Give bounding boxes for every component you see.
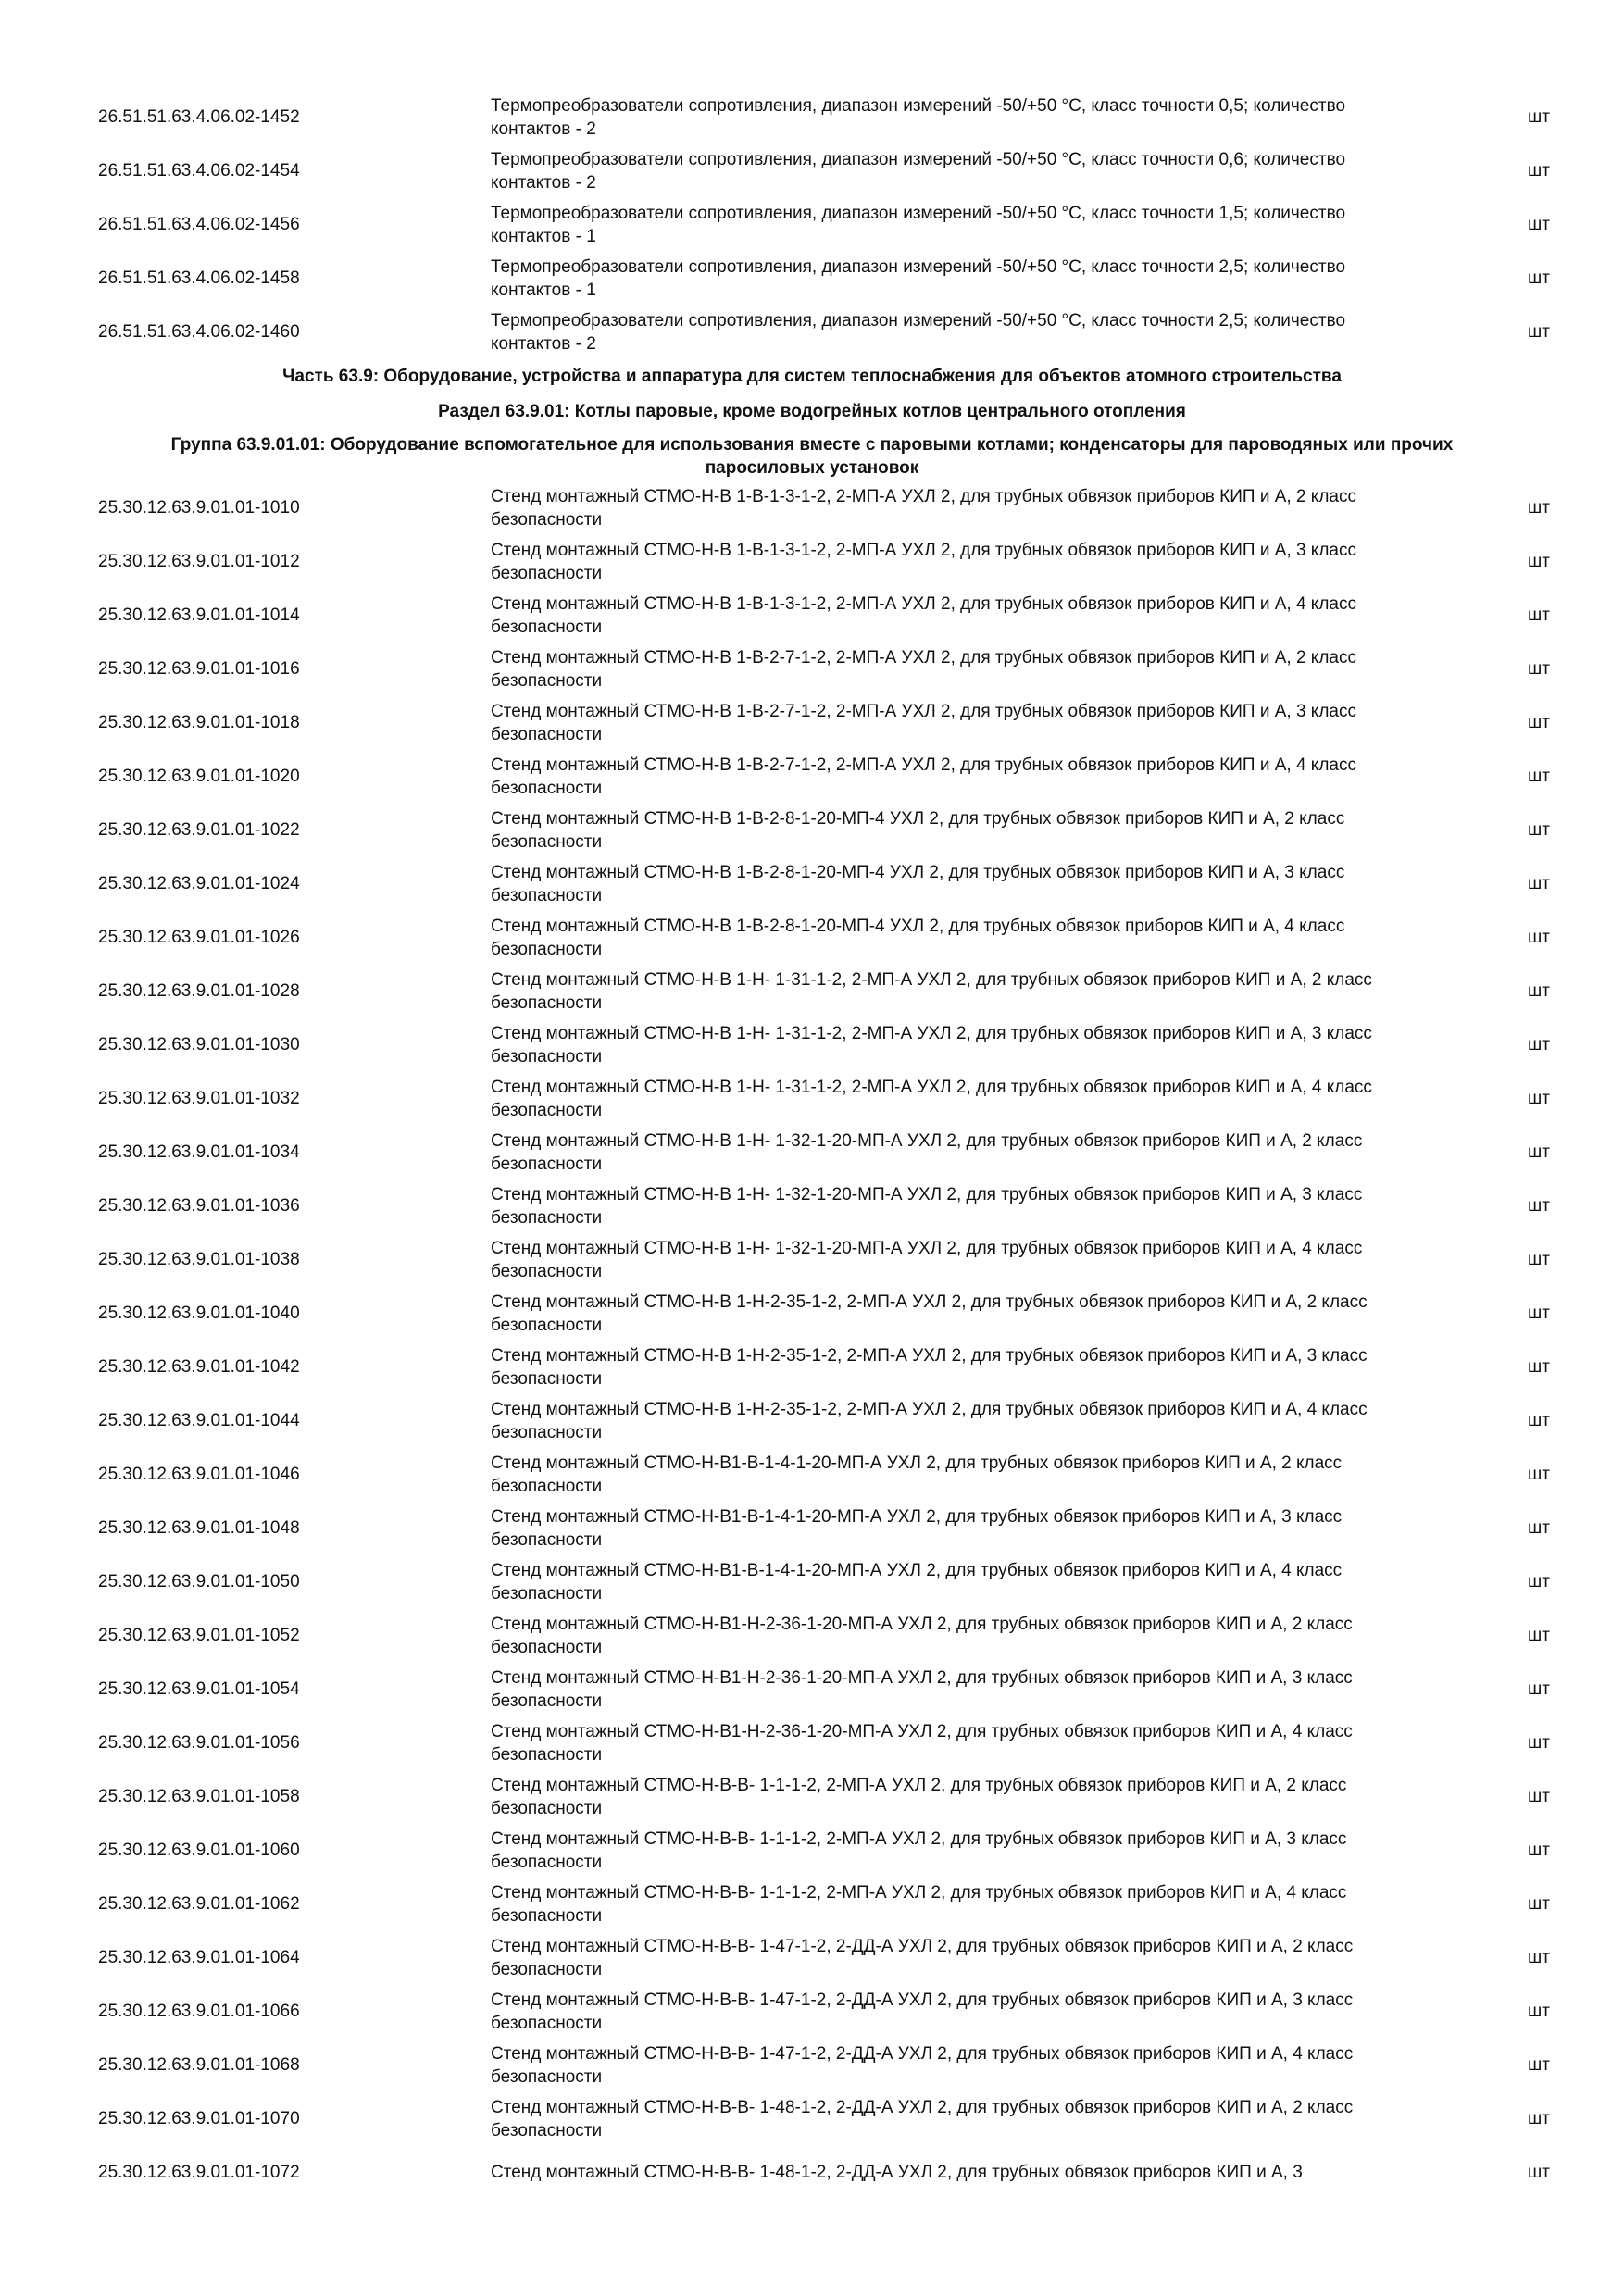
row-description: Термопреобразователи сопротивления, диапазон измерений -50/+50 °С, класс точности 0,5; количество контактов - 2: [491, 96, 1346, 139]
row-code: 25.30.12.63.9.01.01-1018: [98, 713, 300, 732]
row-description: Стенд монтажный СТМО-Н-В-В- 1-47-1-2, 2-ДД-А УХЛ 2, для трубных обвязок приборов КИП и А, 4 класс безопасности: [491, 2044, 1354, 2087]
row-code: 26.51.51.63.4.06.02-1458: [98, 268, 300, 288]
row-description: Стенд монтажный СТМО-Н-В-В- 1-47-1-2, 2-ДД-А УХЛ 2, для трубных обвязок приборов КИП и А, 3 класс безопасности: [491, 1990, 1354, 2033]
table-row: [0, 1502, 1624, 1555]
table-row: [0, 2092, 1624, 2146]
row-description: Стенд монтажный СТМО-Н-В 1-Н-2-35-1-2, 2-МП-А УХЛ 2, для трубных обвязок приборов КИП и А, 4 класс безопасности: [491, 1400, 1368, 1442]
table-row: [0, 91, 1624, 144]
row-code: 25.30.12.63.9.01.01-1042: [98, 1357, 300, 1377]
row-unit: шт: [1528, 605, 1550, 625]
row-unit: шт: [1528, 874, 1550, 893]
row-code: 25.30.12.63.9.01.01-1032: [98, 1089, 300, 1108]
table-row: [0, 2146, 1624, 2200]
row-description: Стенд монтажный СТМО-Н-В 1-Н- 1-31-1-2, 2-МП-А УХЛ 2, для трубных обвязок приборов КИП и А, 4 класс безопасности: [491, 1078, 1372, 1120]
row-code: 25.30.12.63.9.01.01-1024: [98, 874, 300, 893]
row-description: Термопреобразователи сопротивления, диапазон измерений -50/+50 °С, класс точности 1,5; количество контактов - 1: [491, 204, 1346, 246]
table-row: [0, 1716, 1624, 1770]
row-unit: шт: [1528, 1357, 1550, 1377]
group-heading: Группа 63.9.01.01: Оборудование вспомогательное для использования вместе с паровыми котлами; конденсаторы для пароводяных или прочих паросиловых установок: [170, 435, 1454, 478]
row-unit: шт: [1528, 1035, 1550, 1054]
table-row: [0, 1287, 1624, 1341]
table-row: [0, 252, 1624, 306]
row-description: Стенд монтажный СТМО-Н-В 1-Н- 1-32-1-20-МП-А УХЛ 2, для трубных обвязок приборов КИП и А, 3 класс безопасности: [491, 1185, 1363, 1228]
row-unit: шт: [1528, 1089, 1550, 1108]
table-row: [0, 804, 1624, 857]
row-unit: шт: [1528, 767, 1550, 786]
table-row: [0, 965, 1624, 1018]
row-description: Стенд монтажный СТМО-Н-В1-Н-2-36-1-20-МП-А УХЛ 2, для трубных обвязок приборов КИП и А, 2 класс безопасности: [491, 1615, 1353, 1657]
row-code: 25.30.12.63.9.01.01-1052: [98, 1626, 300, 1645]
row-description: Термопреобразователи сопротивления, диапазон измерений -50/+50 °С, класс точности 2,5; количество контактов - 2: [491, 311, 1346, 354]
row-unit: шт: [1528, 1572, 1550, 1591]
row-description: Стенд монтажный СТМО-Н-В 1-В-2-8-1-20-МП-4 УХЛ 2, для трубных обвязок приборов КИП и А, 4 класс безопасности: [491, 917, 1345, 959]
rows-after-block: [0, 481, 1624, 2200]
row-unit: шт: [1528, 1250, 1550, 1269]
row-code: 25.30.12.63.9.01.01-1070: [98, 2109, 300, 2128]
table-row: [0, 1555, 1624, 1609]
table-row: [0, 2039, 1624, 2092]
table-row: [0, 857, 1624, 911]
row-description: Стенд монтажный СТМО-Н-В1-Н-2-36-1-20-МП-А УХЛ 2, для трубных обвязок приборов КИП и А, 3 класс безопасности: [491, 1668, 1353, 1711]
row-unit: шт: [1528, 2055, 1550, 2075]
row-description: Стенд монтажный СТМО-Н-В 1-В-2-7-1-2, 2-МП-А УХЛ 2, для трубных обвязок приборов КИП и А, 3 класс безопасности: [491, 702, 1356, 744]
row-code: 26.51.51.63.4.06.02-1456: [98, 215, 300, 234]
table-row: [0, 696, 1624, 750]
row-code: 25.30.12.63.9.01.01-1012: [98, 552, 300, 571]
table-row: [0, 589, 1624, 643]
row-code: 26.51.51.63.4.06.02-1452: [98, 107, 300, 127]
row-code: 25.30.12.63.9.01.01-1056: [98, 1733, 300, 1753]
row-unit: шт: [1528, 1518, 1550, 1538]
row-description: Стенд монтажный СТМО-Н-В1-Н-2-36-1-20-МП-А УХЛ 2, для трубных обвязок приборов КИП и А, 4 класс безопасности: [491, 1722, 1353, 1765]
row-code: 25.30.12.63.9.01.01-1058: [98, 1787, 300, 1806]
price-table: [0, 91, 1624, 2200]
row-unit: шт: [1528, 2002, 1550, 2021]
row-code: 25.30.12.63.9.01.01-1034: [98, 1142, 300, 1162]
row-code: 25.30.12.63.9.01.01-1060: [98, 1841, 300, 1860]
row-code: 25.30.12.63.9.01.01-1062: [98, 1894, 300, 1914]
row-code: 26.51.51.63.4.06.02-1460: [98, 322, 300, 342]
row-unit: шт: [1528, 928, 1550, 947]
row-description: Стенд монтажный СТМО-Н-В 1-Н- 1-32-1-20-МП-А УХЛ 2, для трубных обвязок приборов КИП и А, 4 класс безопасности: [491, 1239, 1363, 1281]
row-unit: шт: [1528, 713, 1550, 732]
table-row: [0, 1985, 1624, 2039]
row-code: 25.30.12.63.9.01.01-1038: [98, 1250, 300, 1269]
row-unit: шт: [1528, 1304, 1550, 1323]
row-code: 25.30.12.63.9.01.01-1040: [98, 1304, 300, 1323]
row-description: Стенд монтажный СТМО-Н-В 1-В-1-3-1-2, 2-МП-А УХЛ 2, для трубных обвязок приборов КИП и А, 2 класс безопасности: [491, 487, 1356, 530]
section-heading: Раздел 63.9.01: Котлы паровые, кроме водогрейных котлов центрального отопления: [438, 402, 1186, 421]
row-description: Стенд монтажный СТМО-Н-В 1-В-1-3-1-2, 2-МП-А УХЛ 2, для трубных обвязок приборов КИП и А, 3 класс безопасности: [491, 541, 1356, 583]
row-code: 25.30.12.63.9.01.01-1028: [98, 981, 300, 1001]
row-code: 25.30.12.63.9.01.01-1030: [98, 1035, 300, 1054]
row-unit: шт: [1528, 268, 1550, 288]
row-unit: шт: [1528, 1142, 1550, 1162]
row-code: 25.30.12.63.9.01.01-1016: [98, 659, 300, 679]
row-code: 25.30.12.63.9.01.01-1068: [98, 2055, 300, 2075]
row-unit: шт: [1528, 1411, 1550, 1430]
row-unit: шт: [1528, 1465, 1550, 1484]
row-unit: шт: [1528, 1196, 1550, 1216]
row-code: 26.51.51.63.4.06.02-1454: [98, 161, 300, 181]
row-unit: шт: [1528, 498, 1550, 518]
row-code: 25.30.12.63.9.01.01-1014: [98, 605, 300, 625]
row-unit: шт: [1528, 1948, 1550, 1967]
table-row: [0, 1233, 1624, 1287]
row-unit: шт: [1528, 322, 1550, 342]
row-unit: шт: [1528, 1679, 1550, 1699]
row-code: 25.30.12.63.9.01.01-1010: [98, 498, 300, 518]
table-row: [0, 1341, 1624, 1394]
table-row: [0, 1179, 1624, 1233]
row-unit: шт: [1528, 161, 1550, 181]
table-row: [0, 535, 1624, 589]
row-unit: шт: [1528, 820, 1550, 840]
row-description: Стенд монтажный СТМО-Н-В-В- 1-47-1-2, 2-ДД-А УХЛ 2, для трубных обвязок приборов КИП и А, 2 класс безопасности: [491, 1937, 1354, 1979]
row-description: Стенд монтажный СТМО-Н-В-В- 1-48-1-2, 2-ДД-А УХЛ 2, для трубных обвязок приборов КИП и А, 3: [491, 2163, 1303, 2182]
table-row: [0, 1824, 1624, 1878]
row-code: 25.30.12.63.9.01.01-1036: [98, 1196, 300, 1216]
row-description: Стенд монтажный СТМО-Н-В 1-В-2-8-1-20-МП-4 УХЛ 2, для трубных обвязок приборов КИП и А, 3 класс безопасности: [491, 863, 1345, 905]
table-row: [0, 1663, 1624, 1716]
row-description: Стенд монтажный СТМО-Н-В 1-В-2-7-1-2, 2-МП-А УХЛ 2, для трубных обвязок приборов КИП и А, 2 класс безопасности: [491, 648, 1356, 691]
table-row: [0, 306, 1624, 359]
row-description: Стенд монтажный СТМО-Н-В1-В-1-4-1-20-МП-А УХЛ 2, для трубных обвязок приборов КИП и А, 4 класс безопасности: [491, 1561, 1343, 1603]
table-row: [0, 911, 1624, 965]
row-unit: шт: [1528, 107, 1550, 127]
row-description: Стенд монтажный СТМО-Н-В-В- 1-1-1-2, 2-МП-А УХЛ 2, для трубных обвязок приборов КИП и А, 3 класс безопасности: [491, 1829, 1347, 1872]
row-code: 25.30.12.63.9.01.01-1026: [98, 928, 300, 947]
row-description: Стенд монтажный СТМО-Н-В-В- 1-48-1-2, 2-ДД-А УХЛ 2, для трубных обвязок приборов КИП и А, 2 класс безопасности: [491, 2098, 1354, 2140]
row-unit: шт: [1528, 1787, 1550, 1806]
row-unit: шт: [1528, 552, 1550, 571]
table-row: [0, 750, 1624, 804]
table-row: [0, 1018, 1624, 1072]
row-code: 25.30.12.63.9.01.01-1054: [98, 1679, 300, 1699]
row-description: Стенд монтажный СТМО-Н-В 1-Н-2-35-1-2, 2-МП-А УХЛ 2, для трубных обвязок приборов КИП и А, 3 класс безопасности: [491, 1346, 1368, 1389]
row-description: Стенд монтажный СТМО-Н-В 1-Н- 1-31-1-2, 2-МП-А УХЛ 2, для трубных обвязок приборов КИП и А, 3 класс безопасности: [491, 1024, 1372, 1067]
part-heading: Часть 63.9: Оборудование, устройства и аппаратура для систем теплоснабжения для объектов атомного строительства: [282, 367, 1342, 386]
table-row: [0, 1609, 1624, 1663]
row-description: Термопреобразователи сопротивления, диапазон измерений -50/+50 °С, класс точности 2,5; количество контактов - 1: [491, 257, 1346, 300]
row-unit: шт: [1528, 659, 1550, 679]
row-unit: шт: [1528, 215, 1550, 234]
row-description: Стенд монтажный СТМО-Н-В 1-Н-2-35-1-2, 2-МП-А УХЛ 2, для трубных обвязок приборов КИП и А, 2 класс безопасности: [491, 1292, 1368, 1335]
table-row: [0, 1394, 1624, 1448]
row-description: Стенд монтажный СТМО-Н-В1-В-1-4-1-20-МП-А УХЛ 2, для трубных обвязок приборов КИП и А, 3 класс безопасности: [491, 1507, 1343, 1550]
table-row: [0, 1931, 1624, 1985]
row-unit: шт: [1528, 2109, 1550, 2128]
row-code: 25.30.12.63.9.01.01-1044: [98, 1411, 300, 1430]
row-description: Стенд монтажный СТМО-Н-В 1-Н- 1-31-1-2, 2-МП-А УХЛ 2, для трубных обвязок приборов КИП и А, 2 класс безопасности: [491, 970, 1372, 1013]
table-row: [0, 144, 1624, 198]
table-row: [0, 198, 1624, 252]
row-code: 25.30.12.63.9.01.01-1020: [98, 767, 300, 786]
row-unit: шт: [1528, 1841, 1550, 1860]
row-code: 25.30.12.63.9.01.01-1066: [98, 2002, 300, 2021]
table-row: [0, 1770, 1624, 1824]
table-row: [0, 1072, 1624, 1126]
table-row: [0, 481, 1624, 535]
table-row: [0, 1126, 1624, 1179]
row-unit: шт: [1528, 1733, 1550, 1753]
row-code: 25.30.12.63.9.01.01-1064: [98, 1948, 300, 1967]
table-row: [0, 643, 1624, 696]
table-row: [0, 1878, 1624, 1931]
table-row: [0, 1448, 1624, 1502]
row-description: Стенд монтажный СТМО-Н-В-В- 1-1-1-2, 2-МП-А УХЛ 2, для трубных обвязок приборов КИП и А, 2 класс безопасности: [491, 1776, 1347, 1818]
row-unit: шт: [1528, 1626, 1550, 1645]
row-code: 25.30.12.63.9.01.01-1050: [98, 1572, 300, 1591]
row-description: Стенд монтажный СТМО-Н-В-В- 1-1-1-2, 2-МП-А УХЛ 2, для трубных обвязок приборов КИП и А, 4 класс безопасности: [491, 1883, 1347, 1926]
row-description: Стенд монтажный СТМО-Н-В 1-Н- 1-32-1-20-МП-А УХЛ 2, для трубных обвязок приборов КИП и А, 2 класс безопасности: [491, 1131, 1363, 1174]
row-code: 25.30.12.63.9.01.01-1046: [98, 1465, 300, 1484]
row-unit: шт: [1528, 981, 1550, 1001]
row-unit: шт: [1528, 1894, 1550, 1914]
row-code: 25.30.12.63.9.01.01-1022: [98, 820, 300, 840]
row-description: Термопреобразователи сопротивления, диапазон измерений -50/+50 °С, класс точности 0,6; количество контактов - 2: [491, 150, 1346, 193]
row-description: Стенд монтажный СТМО-Н-В 1-В-1-3-1-2, 2-МП-А УХЛ 2, для трубных обвязок приборов КИП и А, 4 класс безопасности: [491, 594, 1356, 637]
row-description: Стенд монтажный СТМО-Н-В 1-В-2-8-1-20-МП-4 УХЛ 2, для трубных обвязок приборов КИП и А, 2 класс безопасности: [491, 809, 1345, 852]
row-description: Стенд монтажный СТМО-Н-В1-В-1-4-1-20-МП-А УХЛ 2, для трубных обвязок приборов КИП и А, 2 класс безопасности: [491, 1454, 1343, 1496]
row-code: 25.30.12.63.9.01.01-1048: [98, 1518, 300, 1538]
row-unit: шт: [1528, 2163, 1550, 2182]
row-description: Стенд монтажный СТМО-Н-В 1-В-2-7-1-2, 2-МП-А УХЛ 2, для трубных обвязок приборов КИП и А, 4 класс безопасности: [491, 755, 1356, 798]
rows-before-block: [0, 91, 1624, 359]
row-code: 25.30.12.63.9.01.01-1072: [98, 2163, 300, 2182]
